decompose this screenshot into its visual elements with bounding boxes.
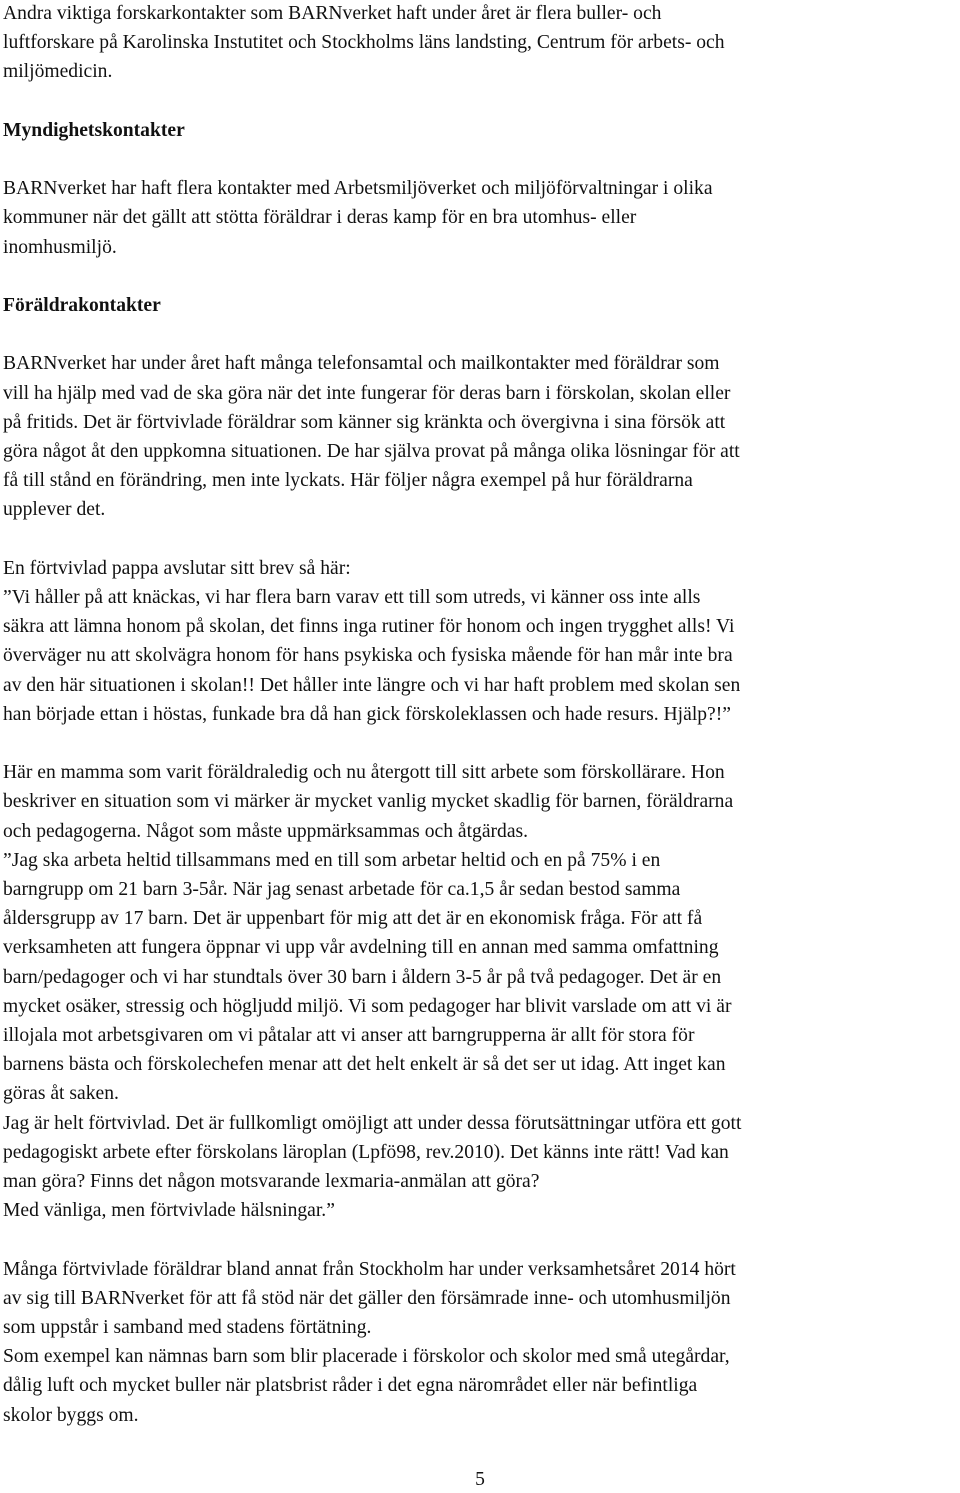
intro-paragraph: Andra viktiga forskarkontakter som BARNverket haft under året är flera buller- och luftforskare på Karolinska Instutitet och Stockholms läns landsting, Centrum för arbets- och miljömedicin. (3, 3, 725, 83)
spacer (3, 87, 955, 116)
myndighet-paragraph: BARNverket har haft flera kontakter med Arbetsmiljöverket och miljöförvaltningar i olika kommuner när det gällt att stötta föräldrar i deras kamp för en bra utomhus- eller inomhusmiljö. (3, 178, 713, 258)
document-page (3, 0, 955, 1430)
spacer (3, 1225, 955, 1254)
pappa-quote: ”Vi håller på att knäckas, vi har flera barn varav ett till som utreds, vi känner oss inte alls säkra att lämna honom på skolan, det finns inga rutiner för honom och ingen trygghet alls! Vi överväger nu att skolvägra honom för hans psykiska och fysiska mående för han mår inte bra av den här situationen i skolan!! Det håller inte längre och vi har haft problem med skolan sen han började ettan i höstas, funkade bra då han gick förskoleklassen och hade resurs. Hjälp?!” (3, 586, 741, 725)
spacer (3, 320, 955, 349)
page-number: 5 (475, 1469, 485, 1490)
heading-foraldrakontakter: Föräldrakontakter (3, 294, 161, 316)
foraldra-paragraph: BARNverket har under året haft många telefonsamtal och mailkontakter med föräldrar som vill ha hjälp med vad de ska göra när det inte fungerar för deras barn i förskolan, skolan eller på fritids. Det är förtvivlade föräldrar som känner sig kränkta och övergivna i sina försök att göra något åt den uppkomna situationen. De har själva provat på många olika lösningar för att få till stånd en förändring, men inte lyckats. Här följer några exempel på hur föräldrarna upplever det. (3, 353, 740, 521)
mamma-lead: Här en mamma som varit föräldraledig och nu återgott till sitt arbete som förskollärare. Hon beskriver en situation som vi märker är mycket vanlig mycket skadlig för barnen, föräldrarna och pedagogerna. Något som måste uppmärksammas och åtgärdas. (3, 762, 734, 842)
heading-myndighetskontakter: Myndighetskontakter (3, 119, 185, 141)
stockholm-paragraph-2: Som exempel kan nämnas barn som blir placerade i förskolor och skolor med små utegårdar, dålig luft och mycket buller när platsbrist råder i det egna närområdet eller när befintliga skolor byggs om. (3, 1346, 730, 1426)
spacer (3, 145, 955, 174)
spacer (3, 525, 955, 554)
spacer (3, 262, 955, 291)
mamma-quote-part-2: Jag är helt förtvivlad. Det är fullkomligt omöjligt att under dessa förutsättningar utföra ett gott pedagogiskt arbete efter förskolans läroplan (Lpfö98, rev.2010). Det känns inte rätt! Vad kan man göra? Finns det någon motsvarande lexmaria-anmälan att göra? (3, 1112, 742, 1193)
mamma-quote-part-1: ”Jag ska arbeta heltid tillsammans med en till som arbetar heltid och en på 75% i en barngrupp om 21 barn 3-5år. När jag senast arbetade för ca.1,5 år sedan bestod samma åldersgrupp av 17 barn. Det är uppenbart för mig att det är en ekonomisk fråga. För att få verksamheten att fungera öppnar vi upp vår avdelning till en annan med samma omfattning barn/pedagoger och vi har stundtals över 30 barn i åldern 3-5 år på två pedagoger. Det är en mycket osäker, stressig och högljudd miljö. Vi som pedagoger har blivit varslade om att vi är illojala mot arbetsgivaren om vi påtalar att vi anser att barngrupperna är allt för stora för barnens bästa och förskolechefen menar att det helt enkelt är så det ser ut idag. Att inget kan göras åt saken. (3, 849, 732, 1105)
spacer (3, 729, 955, 758)
mamma-quote-part-3: Med vänliga, men förtvivlade hälsningar.” (3, 1200, 335, 1222)
stockholm-paragraph-1: Många förtvivlade föräldrar bland annat från Stockholm har under verksamhetsåret 2014 hört av sig till BARNverket för att få stöd när det gäller den försämrade inne- och utomhusmiljön som uppstår i samband med stadens förtätning. (3, 1258, 736, 1339)
pappa-lead: En förtvivlad pappa avslutar sitt brev så här: (3, 557, 351, 579)
